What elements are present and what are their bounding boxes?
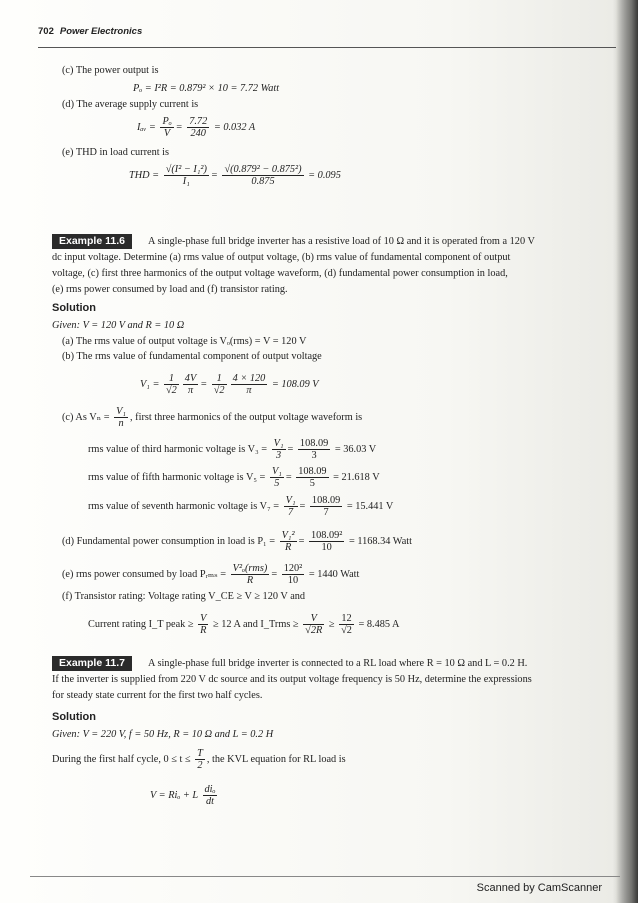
denominator: √2R bbox=[305, 625, 323, 636]
denominator: π bbox=[187, 385, 194, 396]
ex6-cur-result: = 8.485 A bbox=[358, 618, 400, 630]
prev-d-label: (d) The average supply current is bbox=[62, 99, 199, 110]
ex6-part-b: (b) The rms value of fundamental component of output voltage bbox=[62, 351, 322, 362]
ex6-solution-heading: Solution bbox=[52, 302, 96, 314]
ex6-part-c bbox=[62, 406, 362, 429]
camscanner-watermark: Scanned by CamScanner bbox=[476, 882, 602, 894]
denominator: V bbox=[163, 128, 171, 139]
prev-e-result: = 0.095 bbox=[308, 169, 341, 181]
numerator: T bbox=[197, 748, 203, 759]
numerator: 108.09² bbox=[310, 530, 343, 541]
numerator: 108.09 bbox=[298, 466, 327, 477]
fraction bbox=[339, 613, 354, 636]
fraction bbox=[284, 495, 298, 518]
fraction bbox=[298, 438, 330, 461]
numerator: V₁ bbox=[273, 438, 284, 449]
numerator: V₁ bbox=[116, 406, 126, 417]
numerator: 12 bbox=[339, 613, 354, 625]
denominator: 7 bbox=[288, 507, 294, 518]
ex6-e-result: = 1440 Watt bbox=[308, 568, 360, 580]
ex7-kvl-lhs: V = Riₒ + L bbox=[150, 789, 198, 801]
denominator: 3 bbox=[276, 450, 282, 461]
numerator: 4V bbox=[184, 373, 197, 384]
fraction bbox=[272, 438, 286, 461]
numerator: V₁² bbox=[281, 530, 295, 541]
ex7-kvl-equation bbox=[150, 784, 219, 807]
denominator: √2 bbox=[165, 385, 177, 396]
fraction bbox=[195, 748, 205, 771]
fraction bbox=[203, 784, 218, 807]
denominator: 240 bbox=[190, 128, 206, 139]
ex6-h7-text: rms value of seventh harmonic voltage is V₇ = bbox=[88, 500, 280, 512]
numerator: V₁ bbox=[285, 495, 296, 506]
ex6-e-text: (e) rms power consumed by load Pᵣₘₛ = bbox=[62, 568, 227, 580]
denominator: 7 bbox=[323, 507, 329, 518]
fraction bbox=[160, 116, 173, 139]
prev-c-label: (c) The power output is bbox=[62, 65, 159, 76]
prev-e-lhs: THD = bbox=[129, 169, 160, 181]
ex6-c-prefix: (c) As Vₙ = bbox=[62, 411, 110, 423]
numerator: V²ₒ(rms) bbox=[232, 563, 268, 574]
ex6-h5-result: = 21.618 V bbox=[333, 471, 380, 483]
prev-d-equation: Iₐᵥ = $\frac{\text{Pₒ}}{V}$ = $\frac{7.72}{240}$ = 0.032 A bbox=[137, 116, 256, 139]
ex6-third-harmonic: rms value of third harmonic voltage is V₃ = $\frac{\text{V₁}}{3}$ = $\frac{108.09}{3}$ = 36.03 V bbox=[88, 438, 377, 461]
running-header bbox=[38, 26, 142, 37]
ex6-h3-result: = 36.03 V bbox=[334, 443, 377, 455]
bottom-rule bbox=[30, 876, 620, 877]
ex6-cur-mid: ≥ 12 A and I_Trms ≥ bbox=[213, 618, 299, 630]
prev-d-lhs: Iₐᵥ = bbox=[137, 121, 156, 133]
ex6-statement-line3: voltage, (c) first three harmonics of the output voltage waveform, (d) fundamental power consumption in load, bbox=[52, 268, 508, 279]
numerator: 120² bbox=[283, 563, 303, 574]
denominator: π bbox=[246, 385, 252, 396]
prev-d-result: = 0.032 A bbox=[213, 121, 256, 133]
fraction bbox=[231, 373, 268, 396]
ex6-h5-text: rms value of fifth harmonic voltage is V₅ = bbox=[88, 471, 266, 483]
ex6-cur-ge: ≥ bbox=[328, 618, 335, 630]
numerator: 1 bbox=[164, 373, 179, 385]
ex7-during-suffix: , the KVL equation for RL load is bbox=[206, 753, 346, 765]
ex6-part-d: (d) Fundamental power consumption in load is P₁ = $\frac{\text{V₁²}}{R}$ = $\frac{\text{108.09²}}{10}$ = 1168.34 Watt bbox=[62, 530, 412, 553]
numerator: 7.72 bbox=[189, 116, 208, 127]
denominator: dt bbox=[205, 796, 214, 807]
ex6-b-result: = 108.09 V bbox=[271, 378, 319, 390]
page-shadow-edge bbox=[616, 0, 638, 903]
fraction bbox=[303, 613, 324, 636]
ex6-given: Given: V = 120 V and R = 10 Ω bbox=[52, 320, 185, 331]
ex6-b-equation: V₁ = $\frac{1}{√2}$ $\frac{4V}{\pi}$ = $\frac{1}{√2}$ $\frac{4 \times 120}{\pi}$ = 108.09 V bbox=[140, 373, 319, 396]
ex7-statement-line3: for steady state current for the first two half cycles. bbox=[52, 690, 263, 701]
denominator: √2 bbox=[341, 625, 352, 636]
prev-e-equation: THD = $\frac{\text{√(I² − I₁²)}}{\text{I₁}}$ = $\frac{\text{√(0.879² − 0.875²)}}{0.875}$ = 0.095 bbox=[129, 164, 341, 187]
fraction bbox=[296, 466, 328, 489]
ex7-during-prefix: During the first half cycle, 0 ≤ t ≤ bbox=[52, 753, 191, 765]
ex6-d-result: = 1168.34 Watt bbox=[348, 535, 412, 547]
ex6-h7-result: = 15.441 V bbox=[346, 500, 394, 512]
example-11-6-tag: Example 11.6 bbox=[52, 234, 132, 249]
prev-e-label: (e) THD in load current is bbox=[62, 147, 170, 158]
prev-c-equation: Pₒ = I²R = 0.879² × 10 = 7.72 Watt bbox=[133, 83, 280, 94]
ex6-c-suffix: , first three harmonics of the output voltage waveform is bbox=[130, 411, 363, 423]
denominator: I₁ bbox=[182, 176, 190, 187]
ex6-seventh-harmonic: rms value of seventh harmonic voltage is V₇ = $\frac{\text{V₁}}{7}$ = $\frac{108.09}{7}$ = 15.441 V bbox=[88, 495, 394, 518]
denominator: 3 bbox=[311, 450, 317, 461]
fraction bbox=[309, 530, 344, 553]
ex6-part-f: (f) Transistor rating: Voltage rating V_CE ≥ V ≥ 120 V and bbox=[62, 591, 306, 602]
denominator: 0.875 bbox=[251, 176, 275, 187]
denominator: 10 bbox=[287, 575, 299, 586]
numerator: V₁ bbox=[271, 466, 282, 477]
numerator: √(I² − I₁²) bbox=[165, 164, 207, 175]
ex7-statement-line1: A single-phase full bridge inverter is connected to a RL load where R = 10 Ω and L = 0.2 H. bbox=[148, 658, 528, 669]
ex7-statement-line2: If the inverter is supplied from 220 V dc source and its output voltage frequency is 50 Hz, determine the expressions bbox=[52, 674, 532, 685]
denominator: √2 bbox=[213, 385, 225, 396]
book-title: Power Electronics bbox=[59, 26, 143, 37]
ex6-h3-text: rms value of third harmonic voltage is V₃ = bbox=[88, 443, 268, 455]
denominator: 10 bbox=[321, 542, 332, 553]
page-number: 702 bbox=[38, 26, 54, 37]
fraction bbox=[164, 373, 179, 396]
numerator: 108.09 bbox=[311, 495, 341, 506]
numerator: 4 × 120 bbox=[232, 373, 266, 384]
fraction bbox=[212, 373, 227, 396]
fraction bbox=[183, 373, 198, 396]
fraction bbox=[310, 495, 342, 518]
fraction bbox=[187, 116, 209, 139]
denominator: 2 bbox=[197, 760, 203, 771]
denominator: 5 bbox=[309, 478, 315, 489]
ex6-d-text: (d) Fundamental power consumption in load is P₁ = bbox=[62, 535, 276, 547]
fraction bbox=[114, 406, 128, 429]
ex6-cur-prefix: Current rating I_T peak ≥ bbox=[88, 618, 194, 630]
ex6-statement-line4: (e) rms power consumed by load and (f) transistor rating. bbox=[52, 284, 288, 295]
header-rule bbox=[38, 47, 616, 48]
ex7-solution-heading: Solution bbox=[52, 711, 96, 723]
numerator: V bbox=[303, 613, 324, 625]
fraction bbox=[231, 563, 270, 586]
denominator: R bbox=[284, 542, 292, 553]
example-11-7-tag: Example 11.7 bbox=[52, 656, 132, 671]
ex6-fifth-harmonic: rms value of fifth harmonic voltage is V₅ = $\frac{\text{V₁}}{5}$ = $\frac{108.09}{5}$ = 21.618 V bbox=[88, 466, 380, 489]
ex6-statement-line2: dc input voltage. Determine (a) rms value of output voltage, (b) rms value of fundamental component of output bbox=[52, 252, 511, 263]
denominator: R bbox=[200, 625, 207, 636]
denominator: n bbox=[118, 418, 124, 429]
numerator: V bbox=[200, 613, 207, 624]
denominator: R bbox=[246, 575, 254, 586]
numerator: √(0.879² − 0.875²) bbox=[224, 164, 302, 175]
ex7-given: Given: V = 220 V, f = 50 Hz, R = 10 Ω and L = 0.2 H bbox=[52, 729, 274, 740]
numerator: Pₒ bbox=[162, 116, 172, 127]
numerator: diₒ bbox=[204, 784, 216, 795]
fraction bbox=[280, 530, 297, 553]
ex6-statement-line1: A single-phase full bridge inverter has a resistive load of 10 Ω and it is operated from a 120 V bbox=[148, 236, 535, 247]
ex7-during bbox=[52, 748, 346, 771]
ex6-part-a: (a) The rms value of output voltage is Vₒ(rms) = V = 120 V bbox=[62, 336, 307, 347]
fraction bbox=[270, 466, 284, 489]
numerator: 108.09 bbox=[299, 438, 329, 449]
ex6-b-lhs: V₁ = bbox=[140, 378, 160, 390]
fraction bbox=[282, 563, 305, 586]
ex6-current-rating bbox=[88, 613, 399, 636]
fraction bbox=[164, 164, 209, 187]
denominator: 5 bbox=[274, 478, 280, 489]
fraction bbox=[222, 164, 303, 187]
numerator: 1 bbox=[212, 373, 227, 385]
ex6-part-e: (e) rms power consumed by load Pᵣₘₛ = $\frac{\text{V²ₒ(rms)}}{R}$ = $\frac{\text{120²}}{10}$ = 1440 Watt bbox=[62, 563, 360, 586]
fraction bbox=[198, 613, 208, 636]
